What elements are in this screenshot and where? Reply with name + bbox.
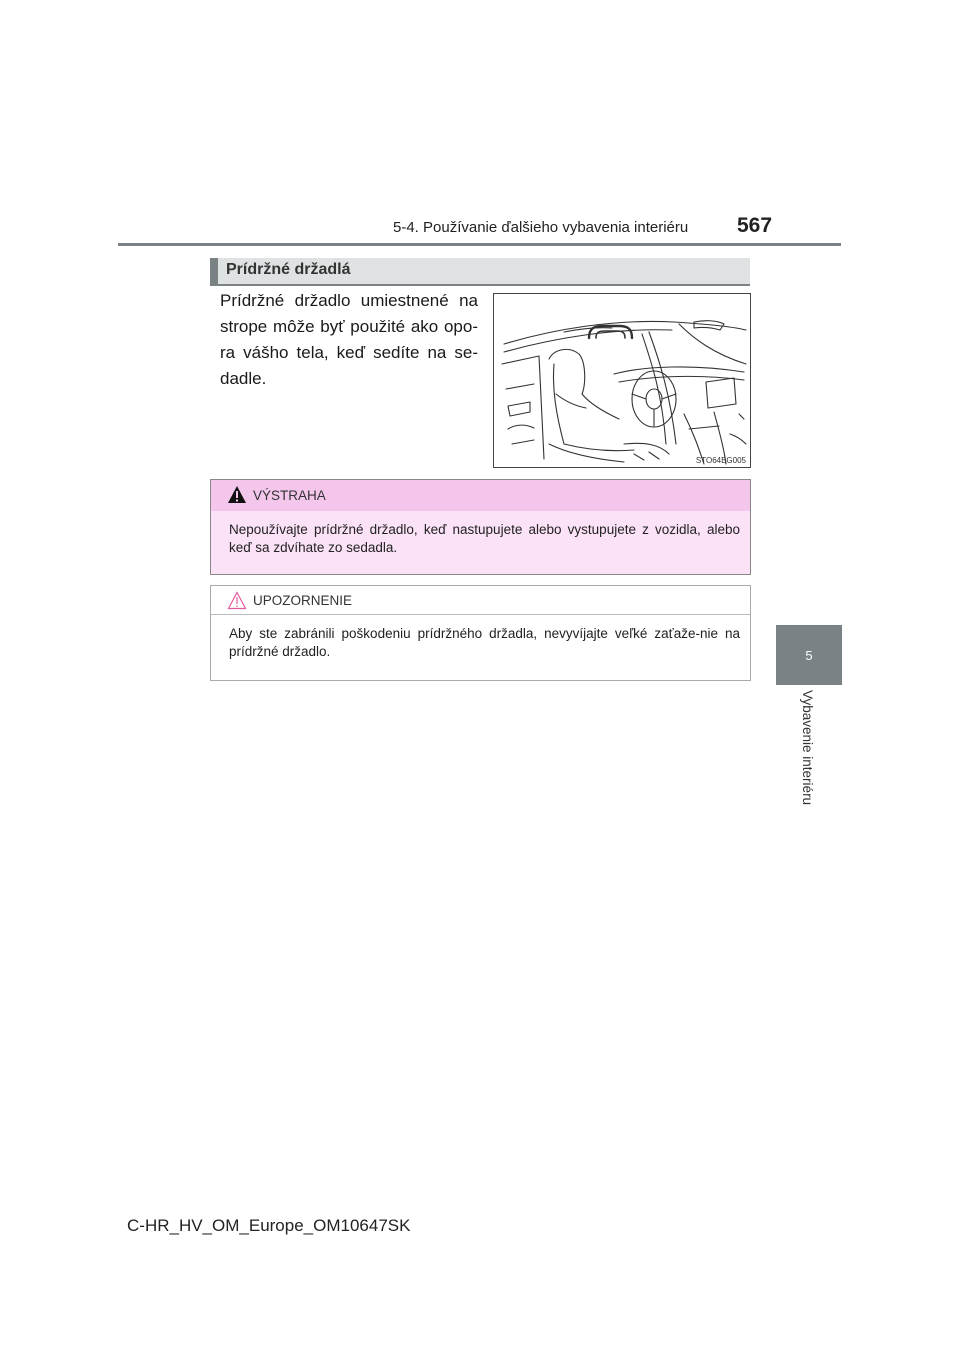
section-heading: Prídržné držadlá <box>226 261 351 278</box>
car-interior-drawing <box>494 294 750 467</box>
section-heading-bar <box>210 258 750 286</box>
warning-title: VÝSTRAHA <box>253 488 326 503</box>
page-number: 567 <box>737 214 773 237</box>
caution-header <box>211 586 750 615</box>
warning-body <box>211 511 750 574</box>
header-section-title: 5-4. Používanie ďalšieho vybavenia interiéru <box>393 219 689 236</box>
assist-grip-illustration <box>493 293 751 468</box>
warning-text: Nepoužívajte prídržné držadlo, keď nastupujete alebo vystupujete z vozidla, alebo keď sa zdvíhate zo sedadla. <box>229 522 740 555</box>
chapter-side-label <box>795 690 817 825</box>
chapter-tab <box>776 625 842 685</box>
warning-triangle-icon <box>227 485 247 504</box>
caution-text: Aby ste zabránili poškodeniu prídržného držadla, nevyvíjajte veľké zaťaže-nie na prídržné držadlo. <box>229 626 740 659</box>
chapter-number: 5 <box>805 647 813 663</box>
caution-body <box>211 615 750 680</box>
warning-box <box>210 479 751 575</box>
caution-triangle-icon <box>227 591 247 610</box>
section-heading-accent <box>210 258 218 284</box>
warning-header <box>211 480 750 511</box>
section-body-text: Prídržné držadlo umiestnené na strope môže byť použité ako opo-ra vášho tela, keď sedíte na se-dadle. <box>220 291 478 388</box>
footer-doc-code: C-HR_HV_OM_Europe_OM10647SK <box>127 1216 411 1235</box>
header-rule <box>118 243 841 246</box>
caution-title: UPOZORNENIE <box>253 593 353 608</box>
chapter-label: Vybavenie interiéru <box>800 690 815 806</box>
illustration-code: STO64BG005 <box>695 456 746 465</box>
caution-box <box>210 585 751 681</box>
